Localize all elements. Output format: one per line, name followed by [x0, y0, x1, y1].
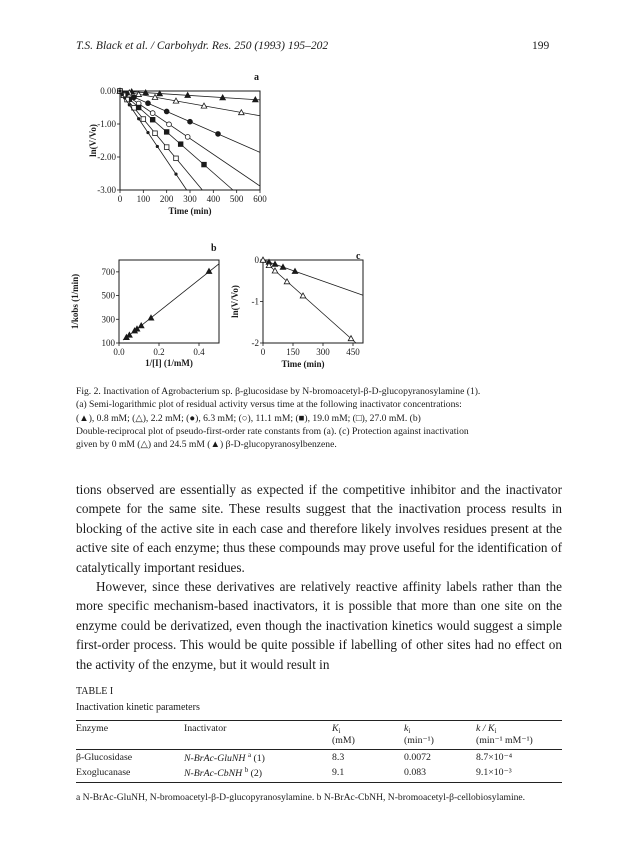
column-header: $K_i$ (mM): [332, 721, 404, 750]
y-tick-label: -2: [251, 338, 259, 348]
x-tick-label: 400: [206, 194, 221, 204]
x-axis-label: Time (min): [281, 359, 325, 369]
x-tick-label: 0.0: [113, 347, 125, 357]
panel-letter: a: [254, 72, 259, 83]
data-point: [146, 101, 151, 106]
data-point: [167, 122, 172, 127]
x-tick-label: 0.4: [193, 347, 205, 357]
table-title: Inactivation kinetic parameters: [76, 702, 200, 713]
caption-line: (a) Semi-logarithmic plot of residual activity versus time at the following inactivator concentrations:: [76, 399, 462, 411]
data-point: [118, 89, 121, 92]
data-point: [156, 145, 159, 148]
y-tick-label: -1.00: [97, 119, 116, 129]
data-point: [216, 132, 221, 137]
x-axis-label: 1/[I] (1/mM): [145, 358, 193, 368]
data-point: [137, 117, 140, 120]
data-point: [127, 332, 133, 337]
data-point: [174, 156, 179, 161]
data-point: [164, 109, 169, 114]
y-tick-label: 0.00: [100, 86, 116, 96]
table-cell: N-BrAc-CbNH $^b$ (2): [184, 765, 332, 783]
table-row: [76, 765, 562, 783]
data-point: [206, 268, 212, 273]
y-axis-label: 1/kobs (1/min): [70, 273, 80, 330]
table-cell: 0.083: [404, 765, 476, 783]
x-tick-label: 200: [159, 194, 174, 204]
caption-line: Fig. 2. Inactivation of Agrobacterium sp. β-glucosidase by N-bromoacetyl-β-D-glucopyranosylamine (1).: [76, 386, 481, 397]
y-axis-label: ln(V/Vo): [88, 124, 98, 157]
column-header: $k_i$ (min⁻¹): [404, 721, 476, 750]
data-point: [141, 117, 146, 122]
x-tick-label: 0.2: [153, 347, 165, 357]
caption-line: given by 0 mM (△) and 24.5 mM (▲) β-D-glucopyranosylbenzene.: [76, 439, 337, 451]
data-point: [153, 131, 158, 136]
data-point: [121, 93, 124, 96]
table-cell: Exoglucanase: [76, 765, 184, 783]
data-point: [164, 145, 169, 150]
page-number: 199: [532, 40, 550, 52]
figure-2: [0, 0, 624, 384]
x-tick-label: 300: [183, 194, 197, 204]
data-point: [138, 323, 144, 328]
panel-letter: b: [211, 243, 217, 254]
x-tick-label: 150: [286, 347, 300, 357]
x-tick-label: 600: [253, 194, 267, 204]
body-text: [76, 480, 562, 674]
y-tick-label: 500: [101, 290, 115, 301]
table-cell: 9.1×10⁻³: [476, 765, 562, 783]
x-tick-label: 450: [346, 347, 360, 357]
paragraph: tions observed are essentially as expected if the competitive inhibitor and the inactivator compete for the same site. These results suggest that the inactivation process results in blocking of the active site in each case and therefore likely involves residues present at the active site of each enzyme; thus these compounds may prove useful for the identification of catalytically important residues.: [76, 482, 562, 575]
data-point: [128, 103, 131, 106]
data-point: [202, 162, 207, 167]
x-tick-label: 0: [260, 347, 266, 357]
table-label: TABLE I: [76, 686, 114, 697]
data-point: [150, 117, 155, 122]
table-cell: 9.1: [332, 765, 404, 783]
y-tick-label: -3.00: [97, 185, 116, 195]
figure-caption: [76, 385, 562, 451]
y-tick-label: -2.00: [97, 152, 116, 162]
table-cell: N-BrAc-GluNH $^a$ (1): [184, 751, 265, 764]
plot-frame: [263, 260, 363, 343]
data-point: [136, 105, 141, 110]
y-tick-label: 0: [254, 255, 259, 265]
data-point: [146, 131, 149, 134]
x-axis-label: Time (min): [168, 206, 212, 216]
table-cell: 8.3: [332, 752, 345, 763]
data-point: [178, 142, 183, 147]
x-tick-label: 0: [117, 194, 123, 204]
data-point: [185, 134, 190, 139]
running-head: T.S. Black et al. / Carbohydr. Res. 250 (1993) 195–202: [76, 40, 329, 52]
x-tick-label: 300: [316, 347, 330, 357]
y-tick-label: 100: [101, 338, 115, 348]
table-cell: β-Glucosidase: [76, 752, 133, 763]
x-tick-label: 100: [136, 194, 151, 204]
data-point: [164, 130, 169, 135]
caption-line: (▲), 0.8 mM; (△), 2.2 mM; (●), 6.3 mM; (○), 11.1 mM; (■), 19.0 mM; (□), 27.0 mM. (b): [76, 412, 421, 424]
data-point: [123, 96, 126, 99]
data-point: [174, 173, 177, 176]
caption-line: Double-reciprocal plot of pseudo-first-order rate constants from (a). (c) Protection against inactivation: [76, 425, 469, 437]
y-tick-label: 300: [101, 314, 115, 325]
column-header: Inactivator: [184, 721, 332, 750]
panel-letter: c: [356, 251, 361, 262]
y-tick-label: 700: [101, 266, 115, 277]
table-cell: 0.0072: [404, 752, 431, 763]
table-row: [76, 750, 562, 766]
data-point: [188, 119, 193, 124]
column-header: k / $K_i$ (min⁻¹ mM⁻¹): [476, 721, 562, 750]
y-tick-label: -1: [251, 296, 259, 307]
paragraph: However, since these derivatives are relatively reactive affinity labels rather than the more specific mechanism-based inactivators, it is possible that more than one site on the enzyme could be derivatized, even though the inactivation kinetics would suggest a simple first-order process. This would be quite possible if labelling of other sites had no effect on the activity of the enzyme, but it would result in: [76, 579, 562, 672]
kinetics-table: [76, 720, 562, 783]
y-axis-label: ln(V/Vo): [230, 285, 240, 318]
column-header: Enzyme: [76, 721, 184, 750]
table-header-row: [76, 721, 562, 750]
table-footnote: a N-BrAc-GluNH, N-bromoacetyl-β-D-glucopyranosylamine. b N-BrAc-CbNH, N-bromoacetyl-β-cellobiosylamine.: [76, 792, 526, 803]
data-point: [150, 111, 155, 116]
x-tick-label: 500: [229, 194, 244, 204]
table-cell: 8.7×10⁻⁴: [476, 752, 513, 763]
fit-line: [263, 260, 363, 295]
